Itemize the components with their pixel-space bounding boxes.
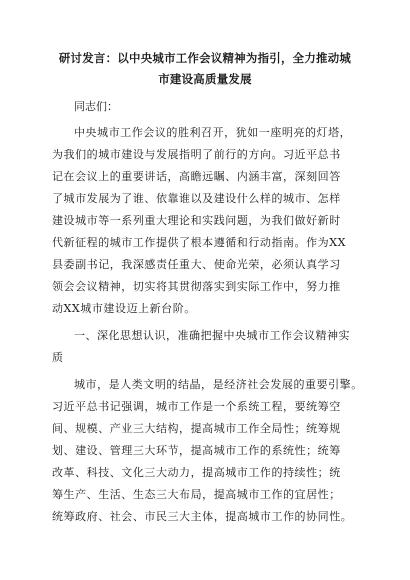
section-heading: [52, 325, 358, 369]
paragraph-line: 划、建设、管理三大环节，提高城市工作的系统性；统筹: [52, 444, 341, 457]
paragraph-line: 改革、科技、文化三大动力，提高城市工作的持续性；统: [52, 466, 341, 479]
paragraph-line: 筹生产、生活、生态三大布局，提高城市工作的宜居性；: [52, 488, 341, 501]
paragraph-line: 习近平总书记强调，城市工作是一个系统工程，要统筹空: [52, 400, 341, 413]
paragraph-line: 间、规模、产业三大结构，提高城市工作全局性；统筹规: [52, 422, 341, 435]
paragraph-line: 中央城市工作会议的胜利召开，犹如一座明亮的灯塔，: [74, 126, 352, 139]
paragraph-line: 了城市发展为了谁、依靠谁以及建设什么样的城市、怎样: [52, 192, 341, 205]
document-title: [52, 48, 358, 90]
paragraph-line: 城市，是人类文明的结晶，是经济社会发展的重要引擎。: [74, 378, 363, 391]
section-heading-line-2: 质: [52, 351, 64, 364]
paragraph-line: 为我们的城市建设与发展指明了前行的方向。习近平总书: [52, 148, 341, 161]
paragraph-line: 动XX城市建设迈上新台阶。: [52, 302, 196, 315]
title-line-2: 市建设高质量发展: [158, 72, 252, 86]
paragraph-2: [52, 374, 363, 528]
title-line-1: 研讨发言：以中央城市工作会议精神为指引，全力推动城: [58, 51, 352, 65]
paragraph-line: 代新征程的城市工作提供了根本遵循和行动指南。作为XX: [52, 236, 346, 249]
paragraph-line: 县委副书记，我深感责任重大、使命光荣，必须认真学习: [52, 258, 341, 271]
greeting: 同志们：: [74, 100, 118, 113]
paragraph-1: [52, 122, 358, 320]
paragraph-line: 领会会议精神，切实将其贯彻落实到实际工作中，努力推: [52, 280, 341, 293]
paragraph-line: 统筹政府、社会、市民三大主体，提高城市工作的协同性。: [52, 510, 353, 523]
paragraph-line: 记在会议上的重要讲话，高瞻远瞩、内涵丰富，深刻回答: [52, 170, 341, 183]
section-heading-line-1: 一、深化思想认识，准确把握中央城市工作会议精神实: [74, 329, 350, 342]
paragraph-line: 建设城市等一系列重大理论和实践问题，为我们做好新时: [52, 214, 341, 227]
